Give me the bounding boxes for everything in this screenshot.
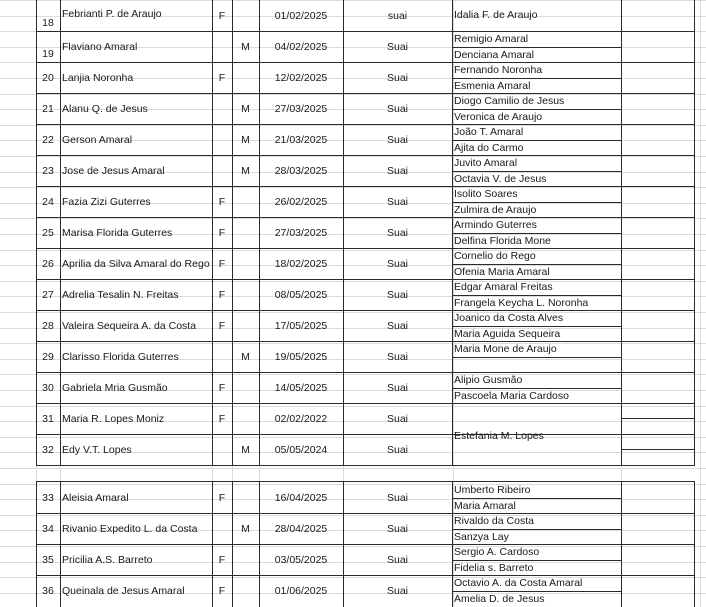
gender-female-cell: F [218,554,226,566]
sheet-gridline [700,0,701,607]
child-name-cell: Pricilia A.S. Barreto [62,554,153,566]
gender-male-cell: M [241,444,250,456]
father-name-cell: Fernando Noronha [454,64,543,76]
row-number-cell: 33 [42,492,54,504]
gender-female-cell: F [218,382,226,394]
table-border [621,465,694,466]
parent-divider [452,233,621,234]
birth-date-cell: 17/05/2025 [274,320,328,332]
child-name-cell: Queinala de Jesus Amaral [62,585,185,597]
mother-name-cell: Maria Amaral [454,500,516,512]
father-name-cell: Juvito Amaral [454,157,518,169]
father-name-cell: Isolito Soares [454,188,518,200]
row-number-cell: 26 [42,258,54,270]
father-name-cell: João T. Amaral [454,126,524,138]
parent-divider [452,529,621,530]
child-name-cell: Clarisso Florida Guterres [62,351,179,363]
table-row[interactable] [36,279,694,280]
mother-name-cell: Sanzya Lay [454,531,509,543]
table-row[interactable] [36,248,694,249]
mother-name-cell: Frangela Keycha L. Noronha [454,297,589,309]
father-name-cell: Alipio Gusmão [454,374,523,386]
row-number-cell: 23 [42,165,54,177]
parent-divider [452,202,621,203]
father-name-cell: Edgar Amaral Freitas [454,281,553,293]
birth-date-cell: 12/02/2025 [274,72,328,84]
row-number-cell: 18 [42,17,54,29]
sheet-gridline [0,406,706,407]
birth-date-cell: 27/03/2025 [274,103,328,115]
father-name-cell: Armindo Guterres [454,219,537,231]
gender-female-cell: F [218,585,226,597]
gender-male-cell: M [241,523,250,535]
table-border [36,0,37,466]
parent-divider [452,295,621,296]
birth-date-cell: 01/06/2025 [274,585,328,597]
birth-place-cell: Suai [386,227,408,239]
table-row[interactable] [36,465,694,466]
child-name-cell: Fazia Zizi Guterres [62,196,151,208]
father-name-cell: Diogo Camilio de Jesus [454,95,565,107]
birth-date-cell: 16/04/2025 [274,492,328,504]
birth-date-cell: 03/05/2025 [274,554,328,566]
parent-divider [452,264,621,265]
birth-date-cell: 19/05/2025 [274,351,328,363]
birth-place-cell: Suai [386,103,408,115]
row-number-cell: 30 [42,382,54,394]
birth-place-cell: Suai [386,523,408,535]
row-number-cell: 34 [42,523,54,535]
birth-place-cell: Suai [386,351,408,363]
mother-name-cell: Denciana Amaral [454,49,534,61]
child-name-cell: Gerson Amaral [62,134,133,146]
birth-date-cell: 08/05/2025 [274,289,328,301]
table-row[interactable] [36,31,694,32]
child-name-cell: Aleisia Amaral [62,492,129,504]
birth-date-cell: 28/04/2025 [274,523,328,535]
gender-female-cell: F [218,413,226,425]
birth-place-cell: Suai [386,196,408,208]
birth-place-cell: Suai [386,134,408,146]
table-row[interactable] [36,217,694,218]
gender-female-cell: F [218,320,226,332]
gender-male-cell: M [241,103,250,115]
parent-divider [452,498,621,499]
table-row[interactable] [36,155,694,156]
child-name-cell: Edy V.T. Lopes [62,444,132,456]
gender-female-cell: F [218,258,226,270]
table-border [621,403,694,404]
birth-place-cell: Suai [386,320,408,332]
table-border [621,0,622,466]
child-name-cell: Alanu Q. de Jesus [62,103,148,115]
row-number-cell: 19 [42,48,54,60]
mother-name-cell: Delfina Florida Mone [454,235,551,247]
table-row[interactable] [36,403,694,404]
child-name-cell: Adrelia Tesalin N. Freitas [62,289,179,301]
table-row[interactable] [36,124,694,125]
sheet-gridline [0,468,706,469]
birth-date-cell: 04/02/2025 [274,41,328,53]
birth-place-cell: Suai [386,165,408,177]
mother-name-cell: Pascoela Maria Cardoso [454,390,569,402]
mother-name-cell: Ajita do Carmo [454,142,524,154]
birth-date-cell: 26/02/2025 [274,196,328,208]
father-name-cell: Cornelio do Rego [454,250,536,262]
parent-divider [452,357,621,358]
birth-place-cell: Suai [386,382,408,394]
child-name-cell: Maria R. Lopes Moniz [62,413,165,425]
child-name-cell: Lanjia Noronha [62,72,134,84]
row-number-cell: 21 [42,103,54,115]
parent-divider [452,109,621,110]
table-row[interactable] [36,186,694,187]
gender-male-cell: M [241,41,250,53]
table-border [694,0,695,466]
table-border [621,434,694,435]
birth-place-cell: Suai [386,554,408,566]
table-border [621,418,694,419]
birth-date-cell: 05/05/2024 [274,444,328,456]
gender-female-cell: F [218,492,226,504]
mother-name-cell: Esmenia Amaral [454,80,531,92]
row-number-cell: 29 [42,351,54,363]
row-number-cell: 27 [42,289,54,301]
row-number-cell: 31 [42,413,54,425]
row-number-cell: 28 [42,320,54,332]
parent-divider [452,47,621,48]
row-number-cell: 22 [42,134,54,146]
parent-divider [452,388,621,389]
child-name-cell: Febrianti P. de Araujo [62,8,162,20]
table-border [621,449,694,450]
birth-place-cell: Suai [386,492,408,504]
parent-name-cell: Estefania M. Lopes [454,430,544,442]
row-number-cell: 32 [42,444,54,456]
mother-name-cell: Fidelia s. Barreto [454,562,534,574]
gender-female-cell: F [218,227,226,239]
birth-place-cell: Suai [386,413,408,425]
table-border [60,0,61,466]
father-name-cell: Remigio Amaral [454,33,529,45]
birth-date-cell: 14/05/2025 [274,382,328,394]
child-name-cell: Flaviano Amaral [62,41,138,53]
table-row[interactable] [36,372,694,373]
gender-female-cell: F [218,72,226,84]
parent-divider [452,560,621,561]
birth-date-cell: 28/03/2025 [274,165,328,177]
mother-name-cell: Octavia V. de Jesus [454,173,547,185]
gender-male-cell: M [241,351,250,363]
row-number-cell: 35 [42,554,54,566]
child-name-cell: Aprilia da Silva Amaral do Rego [62,258,210,270]
birth-place-cell: Suai [386,585,408,597]
gender-female-cell: F [218,196,226,208]
table-row[interactable] [36,575,694,576]
row-number-cell: 20 [42,72,54,84]
birth-date-cell: 27/03/2025 [274,227,328,239]
table-row[interactable] [36,513,694,514]
birth-date-cell: 18/02/2025 [274,258,328,270]
birth-place-cell: Suai [386,72,408,84]
parent-divider [452,326,621,327]
mother-name-cell: Ofenia Maria Amaral [454,266,550,278]
gender-female-cell: F [218,10,226,22]
table-row[interactable] [36,310,694,311]
birth-date-cell: 02/02/2022 [274,413,328,425]
parent-divider [452,140,621,141]
parent-divider [452,78,621,79]
birth-date-cell: 01/02/2025 [274,10,328,22]
table-row[interactable] [36,93,694,94]
table-border [694,481,695,607]
mother-name-cell: Amelia D. de Jesus [454,593,545,605]
child-name-cell: Gabriela Mria Gusmão [62,382,168,394]
father-name-cell: Octavio A. da Costa Amaral [454,577,583,589]
row-number-cell: 24 [42,196,54,208]
birth-place-cell: suai [387,10,408,22]
table-border [232,0,233,466]
row-number-cell: 25 [42,227,54,239]
table-border [36,481,694,482]
child-name-cell: Marisa Florida Guterres [62,227,173,239]
table-row[interactable] [36,544,694,545]
gender-female-cell: F [218,289,226,301]
gender-male-cell: M [241,134,250,146]
mother-name-cell: Zulmira de Araujo [454,204,537,216]
table-row[interactable] [36,62,694,63]
child-name-cell: Rivanio Expedito L. da Costa [62,523,198,535]
parent-name-cell: Idalia F. de Araujo [454,9,538,21]
father-name-cell: Maria Mone de Araujo [454,343,557,355]
mother-name-cell: Veronica de Araujo [454,111,543,123]
birth-place-cell: Suai [386,258,408,270]
row-number-cell: 36 [42,585,54,597]
child-name-cell: Valeira Sequeira A. da Costa [62,320,197,332]
sheet-gridline [0,0,706,1]
father-name-cell: Umberto Ribeiro [454,484,531,496]
gender-male-cell: M [241,165,250,177]
birth-place-cell: Suai [386,41,408,53]
parent-divider [452,591,621,592]
father-name-cell: Joanico da Costa Alves [454,312,564,324]
birth-place-cell: Suai [386,289,408,301]
birth-place-cell: Suai [386,444,408,456]
child-name-cell: Jose de Jesus Amaral [62,165,165,177]
father-name-cell: Rivaldo da Costa [454,515,534,527]
table-row[interactable] [36,341,694,342]
father-name-cell: Sergio A. Cardoso [454,546,540,558]
mother-name-cell: Maria Aguida Sequeira [454,328,561,340]
birth-date-cell: 21/03/2025 [274,134,328,146]
parent-divider [452,171,621,172]
